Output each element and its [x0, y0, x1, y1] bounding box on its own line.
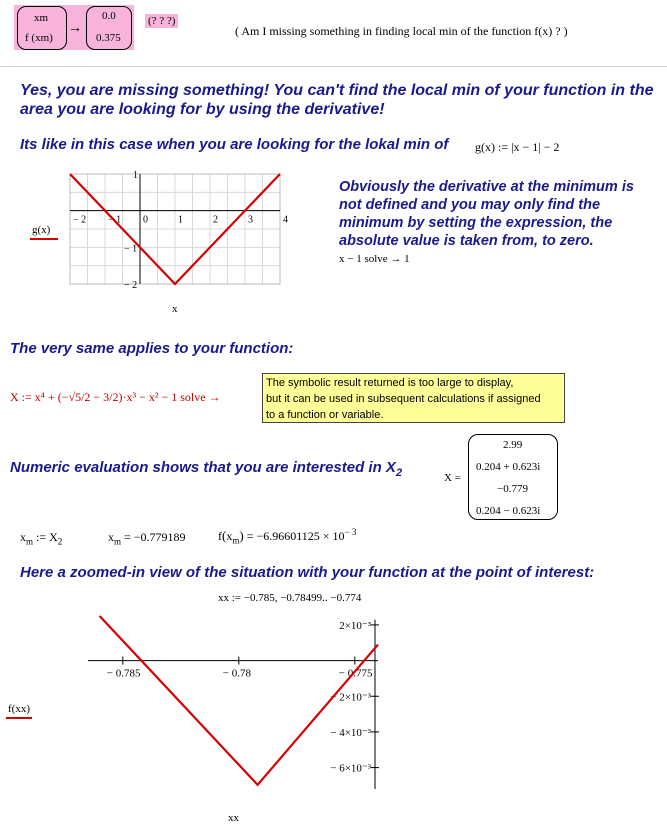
g-chart-ylabel-underline: [30, 238, 58, 240]
X-result-2: 0.204 + 0.623i: [476, 461, 541, 473]
f-xm-exp: − 3: [344, 527, 357, 537]
xm-value-x: x: [108, 530, 114, 544]
g-chart-xtick-label: − 1: [108, 214, 122, 226]
answer-line-2: area you are looking for by using the derivative!: [20, 101, 385, 118]
f-xm-arg: x: [226, 529, 233, 543]
f-xm-paren-close: ): [239, 528, 244, 543]
f-xm-label: f: [218, 529, 222, 543]
X-result-1: 2.99: [503, 439, 523, 451]
obviously-line-3: minimum by setting the expression, the: [339, 215, 613, 231]
g-definition[interactable]: g(x) := |x − 1| − 2: [475, 140, 560, 154]
f-chart-ytick-label: 2×10⁻³: [339, 619, 371, 632]
g-chart-xtick-label: 2: [213, 214, 218, 226]
answer-line-3: Its like in this case when you are looking for the lokal min of: [20, 136, 449, 153]
matrix-right-row1: 0.0: [102, 10, 116, 22]
f-chart-xtick-label: − 0.785: [106, 667, 141, 680]
g-chart-xtick-label: 0: [143, 214, 148, 226]
f-xm-arg-sub: m: [232, 535, 240, 546]
f-chart-ytick-label: − 2×10⁻³: [330, 691, 371, 704]
obviously-line-2: not defined and you may only find the: [339, 197, 601, 213]
f-chart-xtick-label: − 0.78: [222, 667, 252, 680]
symbolic-message-box: [262, 373, 565, 423]
g-chart-ylabel: g(x): [32, 224, 51, 236]
divider: [0, 66, 667, 67]
xm-value[interactable]: [108, 530, 186, 546]
g-chart-ytick-label: − 1: [124, 243, 138, 255]
solve-line[interactable]: x − 1 solve → 1: [339, 253, 410, 265]
g-chart-grid: [70, 174, 280, 284]
symbolic-message-line-1: The symbolic result returned is too large to display,: [266, 377, 514, 389]
xm-def-sub: m: [26, 536, 34, 547]
f-xm-num: = −6.96601125 × 10: [246, 529, 345, 543]
zoom-intro: Here a zoomed-in view of the situation with your function at the point of interest:: [20, 564, 595, 581]
f-chart: [0, 614, 420, 814]
g-chart-xtick-label: 3: [248, 214, 253, 226]
X-result-4: 0.204 − 0.623i: [476, 505, 541, 517]
g-chart-ytick-label: 1: [133, 170, 138, 181]
numeric-evaluation-sub: 2: [395, 467, 403, 479]
X-result-label: X =: [444, 472, 461, 484]
f-chart-ytick-label: − 4×10⁻³: [330, 726, 371, 739]
xm-value-sub: m: [114, 536, 122, 547]
symbolic-message-line-2: but it can be used in subsequent calculations if assigned: [266, 393, 541, 405]
f-chart-ylabel-underline: [6, 717, 32, 719]
f-xm-paren-open: (: [222, 528, 227, 543]
numeric-evaluation: [10, 459, 402, 479]
X-definition[interactable]: X := x⁴ + (−√5/2 − 3/2)·x³ − x² − 1 solve →: [10, 390, 221, 404]
f-chart-ytick-label: − 6×10⁻³: [330, 762, 371, 775]
question-text: ( Am I missing something in finding local min of the function f(x) ? ): [235, 24, 568, 38]
xm-def-x: x: [20, 530, 26, 544]
matrix-left-row1: xm: [34, 12, 49, 24]
f-chart-ylabel: f(xx): [8, 703, 30, 715]
numeric-evaluation-text: Numeric evaluation shows that you are interested in X: [10, 459, 396, 476]
matrix-left-row2: f (xm): [25, 32, 53, 44]
g-chart-xtick-label: − 2: [73, 214, 87, 226]
same-applies: The very same applies to your function:: [10, 340, 294, 357]
answer-line-1: Yes, you are missing something! You can't find the local min of your function in the: [20, 82, 654, 99]
g-chart-xtick-label: 1: [178, 214, 183, 226]
xm-def-rhs-sub: 2: [57, 536, 63, 547]
f-chart-xlabel: xx: [228, 812, 239, 824]
symbolic-message-line-3: to a function or variable.: [266, 409, 384, 421]
g-chart-xtick-label: 4: [283, 214, 288, 226]
obviously-line-4: absolute value is taken from, to zero.: [339, 233, 594, 249]
xx-definition[interactable]: xx := −0.785, −0.78499.. −0.774: [218, 592, 362, 604]
g-chart: [0, 162, 300, 322]
question-box[interactable]: (? ? ?): [145, 14, 178, 28]
f-xm-value[interactable]: [218, 527, 356, 545]
obviously-line-1: Obviously the derivative at the minimum is: [339, 179, 634, 195]
xm-definition[interactable]: [20, 530, 62, 546]
f-chart-xtick-label: − 0.775: [338, 667, 373, 680]
g-chart-xlabel: x: [172, 303, 178, 315]
matrix-right-row2: 0.375: [96, 32, 121, 44]
X-result-3: −0.779: [497, 483, 528, 495]
g-chart-ytick-label: − 2: [124, 280, 138, 291]
xm-value-num: = −0.779189: [124, 530, 186, 544]
xm-def-rhs: := X: [36, 530, 58, 544]
eval-arrow: →: [68, 21, 82, 36]
